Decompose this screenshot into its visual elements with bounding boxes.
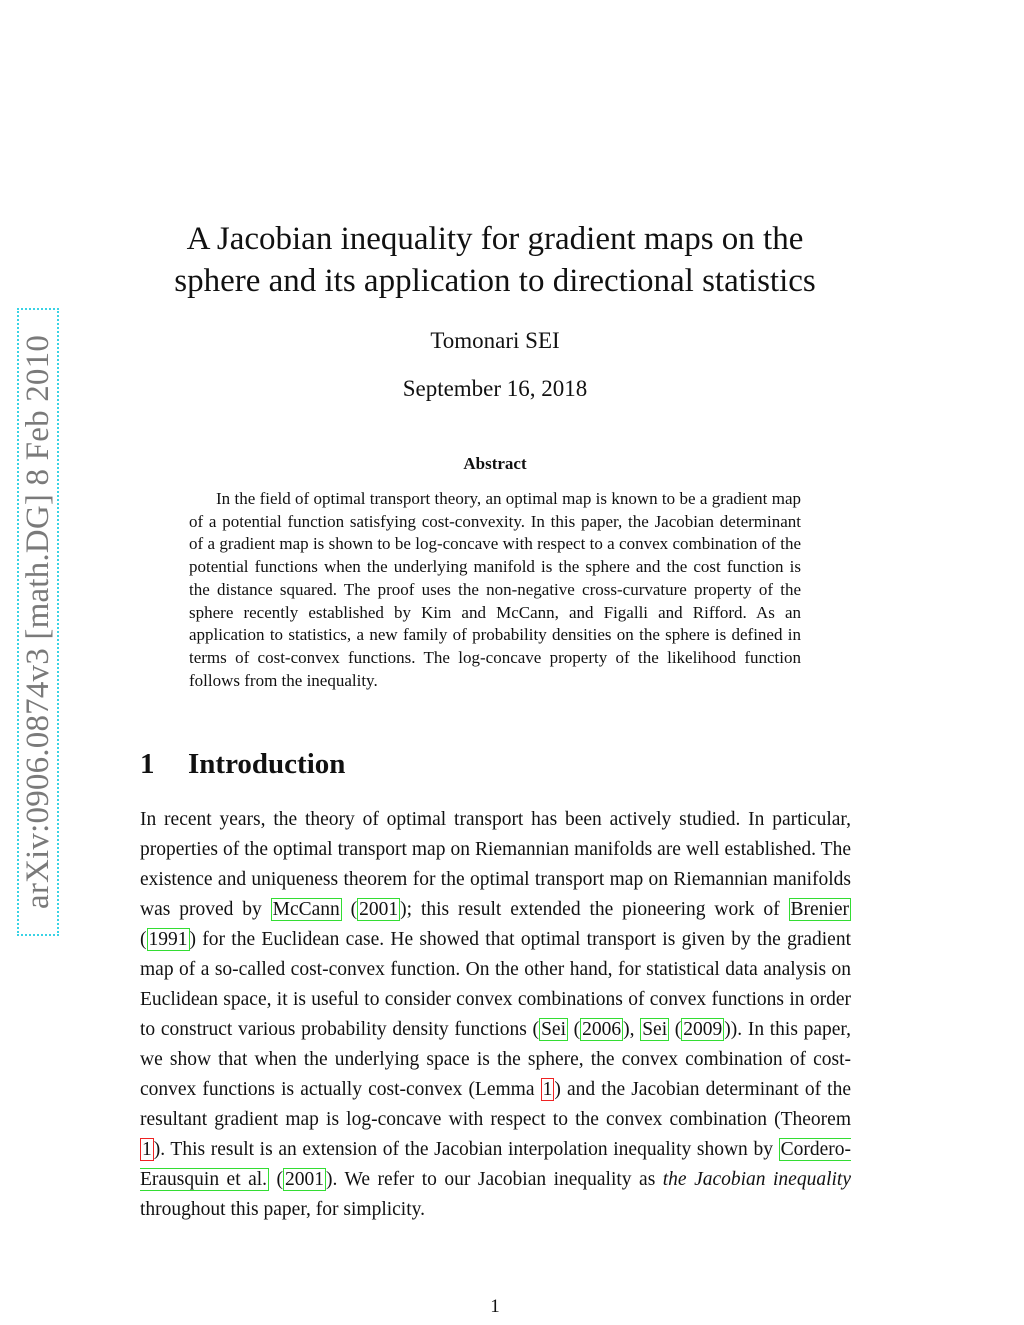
paper-title — [120, 218, 870, 302]
intro-text: ), — [623, 1019, 641, 1040]
theorem-reference-link[interactable]: 1 — [142, 1139, 152, 1160]
intro-text: ( — [567, 1019, 581, 1040]
section-number: 1 — [140, 748, 155, 780]
citation-link-brenier[interactable]: Brenier — [790, 899, 849, 920]
intro-text: ( — [140, 929, 147, 950]
paper-date: September 16, 2018 — [402, 376, 588, 401]
citation-link-cordero-erausquin-year[interactable]: 2001 — [285, 1169, 325, 1190]
introduction-paragraph — [140, 805, 851, 1225]
intro-text: )). In this paper, we show that when the underlying space is the sphere, the convex combination of cost-convex functions is actually cost-convex (Lemma — [140, 1019, 851, 1100]
intro-text: ( — [341, 899, 358, 920]
author-name: Tomonari SEI — [430, 328, 560, 353]
title-line-1: A Jacobian inequality for gradient maps on the — [186, 221, 804, 257]
intro-text: throughout this paper, for simplicity. — [140, 1199, 425, 1220]
title-line-2: sphere and its application to directional statistics — [174, 263, 816, 299]
intro-text: ( — [669, 1019, 682, 1040]
section-title: Introduction — [188, 748, 346, 780]
section-heading-introduction — [140, 748, 345, 781]
citation-link-cordero-erausquin[interactable]: Cordero-Erausquin et al. — [140, 1139, 851, 1190]
intro-text: ) and the Jacobian determinant of the resultant gradient map is log-concave with respect to the convex combination (Theorem — [140, 1079, 852, 1130]
abstract-heading: Abstract — [463, 454, 527, 473]
citation-link-sei-2009-year[interactable]: 2009 — [683, 1019, 723, 1040]
page-number: 1 — [490, 1296, 500, 1317]
citation-link-sei-2006[interactable]: Sei — [541, 1019, 566, 1040]
citation-link-sei-2006-year[interactable]: 2006 — [582, 1019, 622, 1040]
intro-text: ( — [269, 1169, 284, 1190]
intro-text: ). We refer to our Jacobian inequality as — [326, 1169, 663, 1190]
lemma-reference-link[interactable]: 1 — [542, 1079, 553, 1100]
arxiv-identifier-stamp[interactable]: arXiv:0906.0874v3 [math.DG] 8 Feb 2010 — [17, 308, 59, 936]
abstract-text: In the field of optimal transport theory, an optimal map is known to be a gradient map of a potential function satisfying cost-convexity. In this paper, the Jacobian determinant of a gradient map is shown to be log-concave with respect to a convex combination of the potential functions when the underlying manifold is the sphere and the cost function is the distance squared. The proof uses the non-negative cross-curvature property of the sphere recently established by Kim and McCann, and Figalli and Rifford. As an application to statistics, a new family of probability densities on the sphere is defined in terms of cost-convex functions. The log-concave property of the likelihood function follows from the inequality. — [189, 489, 801, 690]
citation-link-mccann[interactable]: McCann — [272, 899, 340, 920]
intro-text: In recent years, the theory of optimal transport has been actively studied. In particular, properties of the optimal transport map on Riemannian manifolds are well established. The existence and uniqueness theorem for the optimal transport map on Riemannian manifolds was proved by — [140, 809, 851, 920]
citation-link-mccann-year[interactable]: 2001 — [359, 899, 399, 920]
intro-text: ) for the Euclidean case. He showed that optimal transport is given by the gradient map of a so-called cost-convex function. On the other hand, for statistical data analysis on Euclidean space, it is useful to consider convex combinations of convex functions in order to construct various probability density functions ( — [140, 929, 851, 1040]
emphasized-term: the Jacobian inequality — [662, 1169, 851, 1190]
intro-text: ); this result extended the pioneering work of — [400, 899, 789, 920]
citation-link-sei-2009[interactable]: Sei — [642, 1019, 668, 1040]
citation-link-brenier-year[interactable]: 1991 — [148, 929, 188, 950]
intro-text: ). This result is an extension of the Jacobian interpolation inequality shown by — [153, 1139, 779, 1160]
